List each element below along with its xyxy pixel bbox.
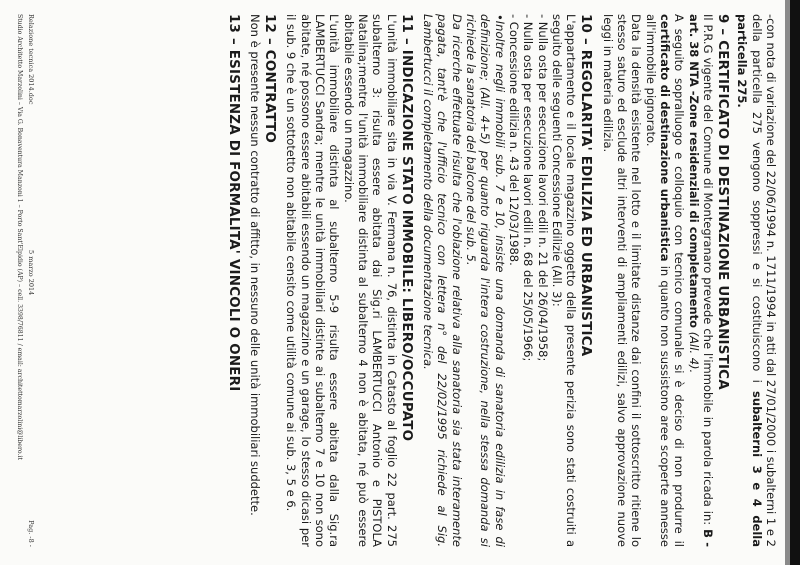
permit-item: - Nulla osta per esecuzione lavori edili n. 21 del 26/04/1958; [535,14,550,362]
s9-p2-text: A seguito sopralluogo e colloquio con tecnico comunale si è deciso di non produrre il [672,14,687,547]
s9-p2-end: in quanto non sussistono aree scoperte annesse all'immobile pignorato. [643,14,672,547]
footer-date: 5 marzo 2014 [27,250,35,296]
section-11-title: 11 – INDICAZIONE STATO IMMOBILE: LIBERO/OCCUPATO [398,14,414,442]
scan-border-shadow [785,0,790,565]
section-9-paragraph-1 [686,14,715,547]
section-11-paragraph-2: L'unità immobiliare distinta al subalterno 5-9 risulta essere abitata dalla Sig.ra LAMBERTUCCI Sandra; mentre le unità immobiliari distinte ai subalterno 7 e 10 non sono abitate, né possono essere abitabili essendo un magazzino e un garage, lo stesso dicasi per il sub. 9 che è un sottotetto non abitabile censito come utilità comune ai sub. 3, 5 e 6. [284,14,342,547]
section-10-paragraph-3: Da ricerche effettuate risulta che l'oblazione relativa alla sanatoria sia stata interamente pagata, tant'è che l'ufficio tecnico con lettera n° del 22/02/1995 richiede al Sig. Lambertucci il completamento della documentazione tecnica. [421,14,464,547]
section-9-paragraph-3: Data la densità esistente nel lotto e il limitate distanze dai confini il sottoscritto ritiene lo stesso saturo ed esclude altri interventi di ampliamenti edilizi, salvo approvazione nuove leggi in materia edilizia. [600,14,644,547]
document-body [225,14,778,547]
section-10-paragraph-1: L'appartamento e il locale magazzino oggetto della presente perizia sono stati costruiti a seguito delle seguenti Concessione Edilizie (All. 3): [549,14,579,547]
permit-item: - Nulla osta per esecuzione lavori edili n. 68 del 25/05/1966; [521,14,536,362]
s9-p1-text: Il P.R.G vigente del Comune di Montegranaro prevede che l'immobile in parola ricada in: [700,14,715,526]
footer-studio-info: Studio Architetto Marzolini – Via G. Bonaventura Manzoni 1 – Porto Sant'Elpidio (AP) – cell. 3398/76811 / email: architettomarzolini@libero.it [16,14,23,460]
s9-zone: B -art. 38 NTA -Zone residenziali di completamento [686,14,715,547]
section-9-paragraph-2 [643,14,686,547]
section-11-paragraph-1: L'unità immobiliare sita in via V. Fermana n. 76, distinta in Catasto al foglio 22 part. 275 subalterno 3: risulta essere abitata dai Sig.ri LAMBERTUCCI Antonio e PISTOLA Natalina;mentre l'unità immobiliare distinta al subalterno 4 non è abitata, né può essere abitabile essendo un magazzino. [341,14,399,547]
intro-bold: subalterni 3 e 4 della particella 275. [735,14,764,548]
footer-page-number: Pag. -8 - [27,520,35,547]
section-13-title: 13 – ESISTENZA DI FORMALITA' VINCOLI O ONERI [225,14,241,392]
section-9-title: 9 – CERTIFICATO DI DESTINAZIONE URBANISTICA [715,14,731,390]
permit-list [507,14,550,547]
permit-item: - Concessione edilizia n. 43 del 12/03/1988. [506,14,521,266]
s9-annex: (All. 4). [686,331,701,374]
intro-text: -con nota di variazione del 22/06/1994 n. 1711/1994 in atti dal 27/01/2000 i subalterni 1 e 2 della particella 275 vengono soppressi e si costituiscono i [749,14,778,547]
section-12-paragraph-1: Non è presente nessun contratto di affitto, in nessuno delle unità immobiliari suddette. [247,14,262,516]
section-10-paragraph-2: •Inoltre negli immobili sub. 7 e 10, insiste una domanda di sanatoria edilizia in fase di definizione; (All. 4+5) per quanto riguarda l'intera costruzione, nella stessa domanda si richiede la sanatoria del balcone del sub. 5. [464,14,507,547]
page-footer [5,14,35,547]
s9-cert: certificato di destinazione urbanistica [657,14,672,262]
scan-border [790,0,800,565]
footer-filename: Relazione tecnica 2014.doc [27,14,35,105]
section-10-title: 10 – REGOLARITA' EDILIZIA ED URBANISTICA [578,14,594,357]
section-12-title: 12 – CONTRATTO [262,14,278,144]
intro-paragraph [735,14,778,547]
